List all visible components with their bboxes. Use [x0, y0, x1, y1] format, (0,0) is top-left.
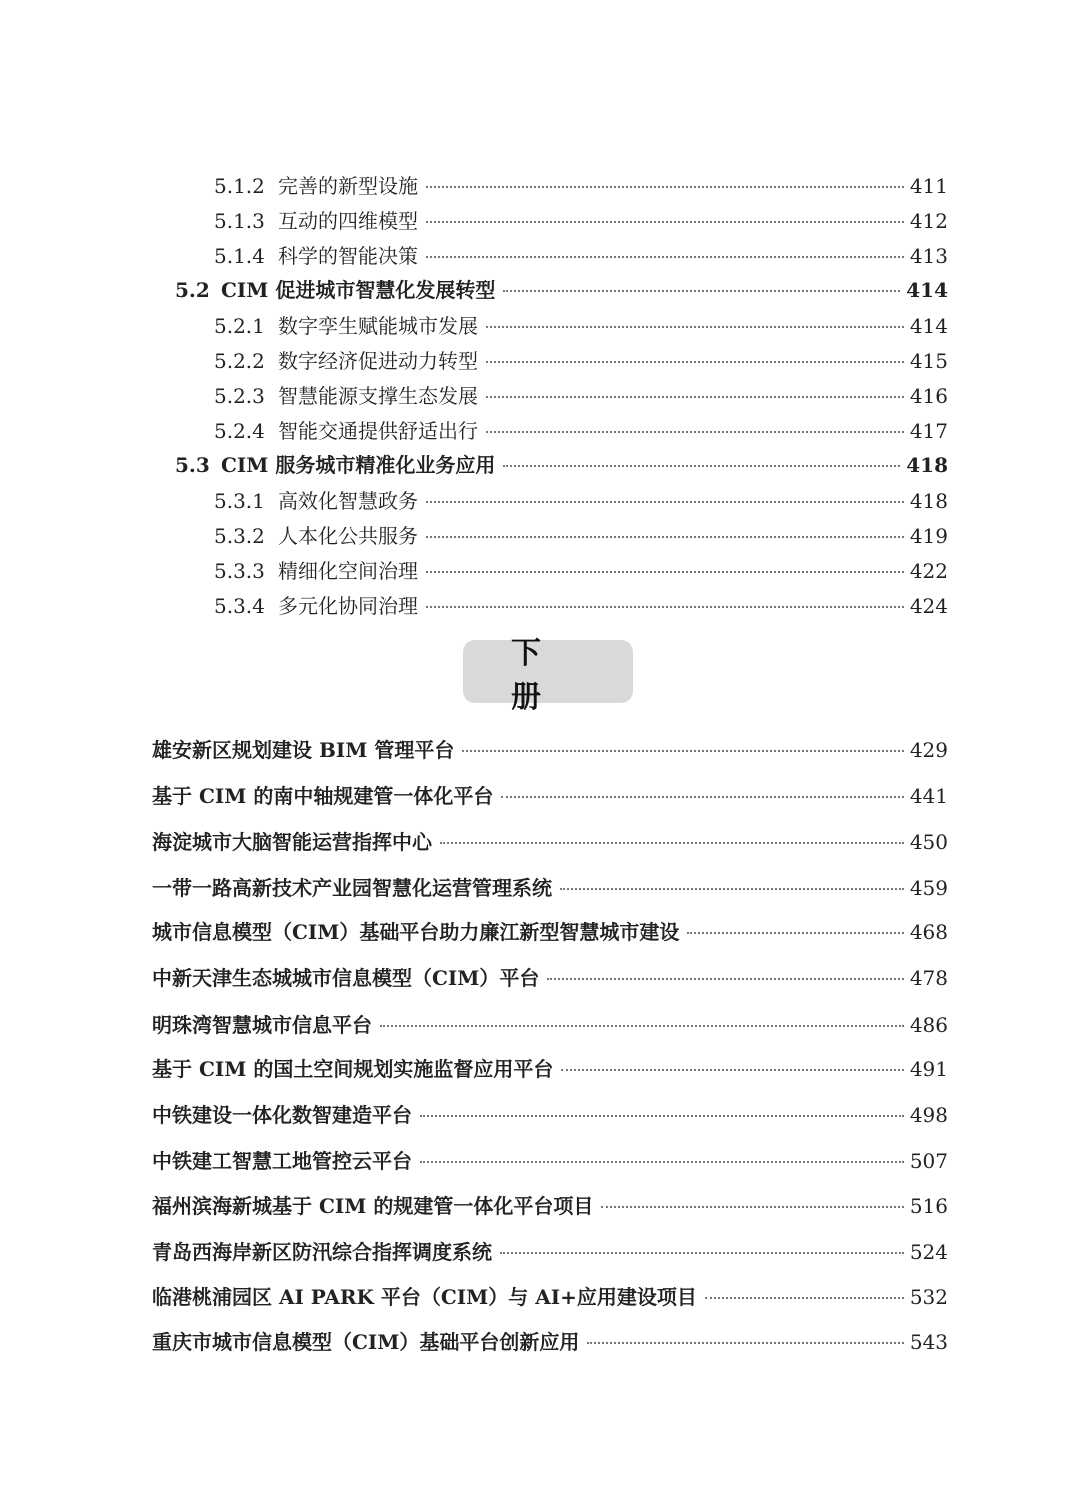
toc-entry[interactable] [214, 520, 948, 549]
toc-entry[interactable] [175, 449, 948, 478]
page-number: 422 [909, 559, 948, 583]
section-number: 5.2.4 [214, 419, 265, 443]
entry-title: 完善的新型设施 [278, 174, 418, 198]
toc-entry[interactable] [214, 415, 948, 444]
page-number: 429 [909, 738, 948, 762]
section-number: 5.1.3 [214, 209, 265, 233]
entry-title: 互动的四维模型 [278, 209, 418, 233]
toc-entry[interactable] [152, 1236, 948, 1265]
toc-entry[interactable] [152, 1099, 948, 1128]
page-number: 478 [909, 966, 948, 990]
toc-entry[interactable] [214, 170, 948, 199]
toc-entry[interactable] [152, 1053, 948, 1082]
page-number: 415 [909, 349, 948, 373]
section-number: 5.2.2 [214, 349, 265, 373]
page-number: 413 [909, 244, 948, 268]
dot-leader [420, 1161, 904, 1163]
dot-leader [420, 1115, 904, 1117]
page-number: 516 [909, 1194, 948, 1218]
page-number: 419 [909, 524, 948, 548]
entry-title: 数字孪生赋能城市发展 [278, 314, 478, 338]
dot-leader [561, 1069, 903, 1071]
toc-entry[interactable] [152, 1281, 948, 1310]
page-number: 532 [909, 1285, 948, 1309]
entry-title: CIM 促进城市智慧化发展转型 [221, 278, 496, 302]
entry-title: 基于 CIM 的国土空间规划实施监督应用平台 [152, 1057, 554, 1081]
entry-title: 明珠湾智慧城市信息平台 [152, 1013, 372, 1037]
toc-entry[interactable] [152, 1326, 948, 1355]
page-number: 412 [909, 209, 948, 233]
page-number: 418 [906, 453, 948, 477]
toc-entry[interactable] [152, 1009, 948, 1038]
section-number: 5.3.3 [214, 559, 265, 583]
entry-title: 雄安新区规划建设 BIM 管理平台 [152, 738, 455, 762]
page-number: 507 [909, 1149, 948, 1173]
toc-entry[interactable] [175, 274, 948, 303]
dot-leader [426, 186, 904, 188]
dot-leader [486, 396, 904, 398]
entry-title: 多元化协同治理 [278, 594, 418, 618]
toc-entry[interactable] [214, 590, 948, 619]
entry-title: 海淀城市大脑智能运营指挥中心 [152, 830, 432, 854]
page-number: 524 [909, 1240, 948, 1264]
dot-leader [380, 1025, 904, 1027]
entry-title: 基于 CIM 的南中轴规建管一体化平台 [152, 784, 494, 808]
entry-title: 智慧能源支撑生态发展 [278, 384, 478, 408]
toc-entry[interactable] [152, 1145, 948, 1174]
dot-leader [426, 536, 904, 538]
page-number: 491 [909, 1057, 948, 1081]
dot-leader [426, 501, 904, 503]
toc-entry[interactable] [152, 962, 948, 991]
dot-leader [426, 256, 904, 258]
toc-entry[interactable] [152, 780, 948, 809]
dot-leader [500, 1252, 904, 1254]
page-number: 450 [909, 830, 948, 854]
entry-title: 临港桃浦园区 AI PARK 平台（CIM）与 AI+应用建设项目 [152, 1285, 697, 1309]
entry-title: 高效化智慧政务 [278, 489, 418, 513]
toc-entry[interactable] [214, 240, 948, 269]
entry-title: 中铁建工智慧工地管控云平台 [152, 1149, 412, 1173]
toc-entry[interactable] [152, 916, 948, 945]
section-number: 5.2.3 [214, 384, 265, 408]
entry-title: CIM 服务城市精准化业务应用 [221, 453, 496, 477]
page-number: 498 [909, 1103, 948, 1127]
page-number: 414 [906, 278, 948, 302]
entry-title: 精细化空间治理 [278, 559, 418, 583]
entry-title: 中新天津生态城城市信息模型（CIM）平台 [152, 966, 540, 990]
volume-2-banner: 下册 [463, 640, 633, 703]
dot-leader [601, 1206, 903, 1208]
page-number: 414 [909, 314, 948, 338]
entry-title: 重庆市城市信息模型（CIM）基础平台创新应用 [152, 1330, 580, 1354]
toc-entry[interactable] [214, 555, 948, 584]
section-number: 5.3.2 [214, 524, 265, 548]
toc-entry[interactable] [214, 485, 948, 514]
entry-title: 中铁建设一体化数智建造平台 [152, 1103, 412, 1127]
dot-leader [705, 1297, 904, 1299]
dot-leader [426, 606, 904, 608]
page-number: 459 [909, 876, 948, 900]
section-number: 5.1.4 [214, 244, 265, 268]
entry-title: 科学的智能决策 [278, 244, 418, 268]
toc-entry[interactable] [152, 734, 948, 763]
dot-leader [426, 571, 904, 573]
toc-entry[interactable] [214, 205, 948, 234]
section-number: 5.2 [175, 278, 210, 302]
dot-leader [687, 932, 903, 934]
section-number: 5.3.1 [214, 489, 265, 513]
toc-entry[interactable] [214, 310, 948, 339]
section-number: 5.3 [175, 453, 210, 477]
section-number: 5.2.1 [214, 314, 265, 338]
toc-entry[interactable] [152, 826, 948, 855]
dot-leader [547, 978, 903, 980]
page-number: 424 [909, 594, 948, 618]
dot-leader [426, 221, 904, 223]
dot-leader [486, 326, 904, 328]
page-number: 486 [909, 1013, 948, 1037]
entry-title: 青岛西海岸新区防汛综合指挥调度系统 [152, 1240, 492, 1264]
dot-leader [587, 1342, 903, 1344]
section-number: 5.1.2 [214, 174, 265, 198]
toc-entry[interactable] [214, 380, 948, 409]
dot-leader [440, 842, 904, 844]
page-number: 418 [909, 489, 948, 513]
page-number: 416 [909, 384, 948, 408]
entry-title: 福州滨海新城基于 CIM 的规建管一体化平台项目 [152, 1194, 594, 1218]
section-number: 5.3.4 [214, 594, 265, 618]
dot-leader [462, 750, 903, 752]
page-number: 543 [909, 1330, 948, 1354]
page-number: 417 [909, 419, 948, 443]
toc-entry[interactable] [152, 1190, 948, 1219]
dot-leader [560, 888, 904, 890]
entry-title: 数字经济促进动力转型 [278, 349, 478, 373]
entry-title: 一带一路高新技术产业园智慧化运营管理系统 [152, 876, 552, 900]
entry-title: 人本化公共服务 [278, 524, 418, 548]
dot-leader [503, 290, 900, 292]
page-number: 468 [909, 920, 948, 944]
toc-entry[interactable] [152, 872, 948, 901]
page-number: 441 [909, 784, 948, 808]
dot-leader [486, 361, 904, 363]
entry-title: 城市信息模型（CIM）基础平台助力廉江新型智慧城市建设 [152, 920, 680, 944]
page-number: 411 [909, 174, 948, 198]
entry-title: 智能交通提供舒适出行 [278, 419, 478, 443]
dot-leader [503, 465, 900, 467]
dot-leader [486, 431, 904, 433]
dot-leader [501, 796, 903, 798]
toc-entry[interactable] [214, 345, 948, 374]
